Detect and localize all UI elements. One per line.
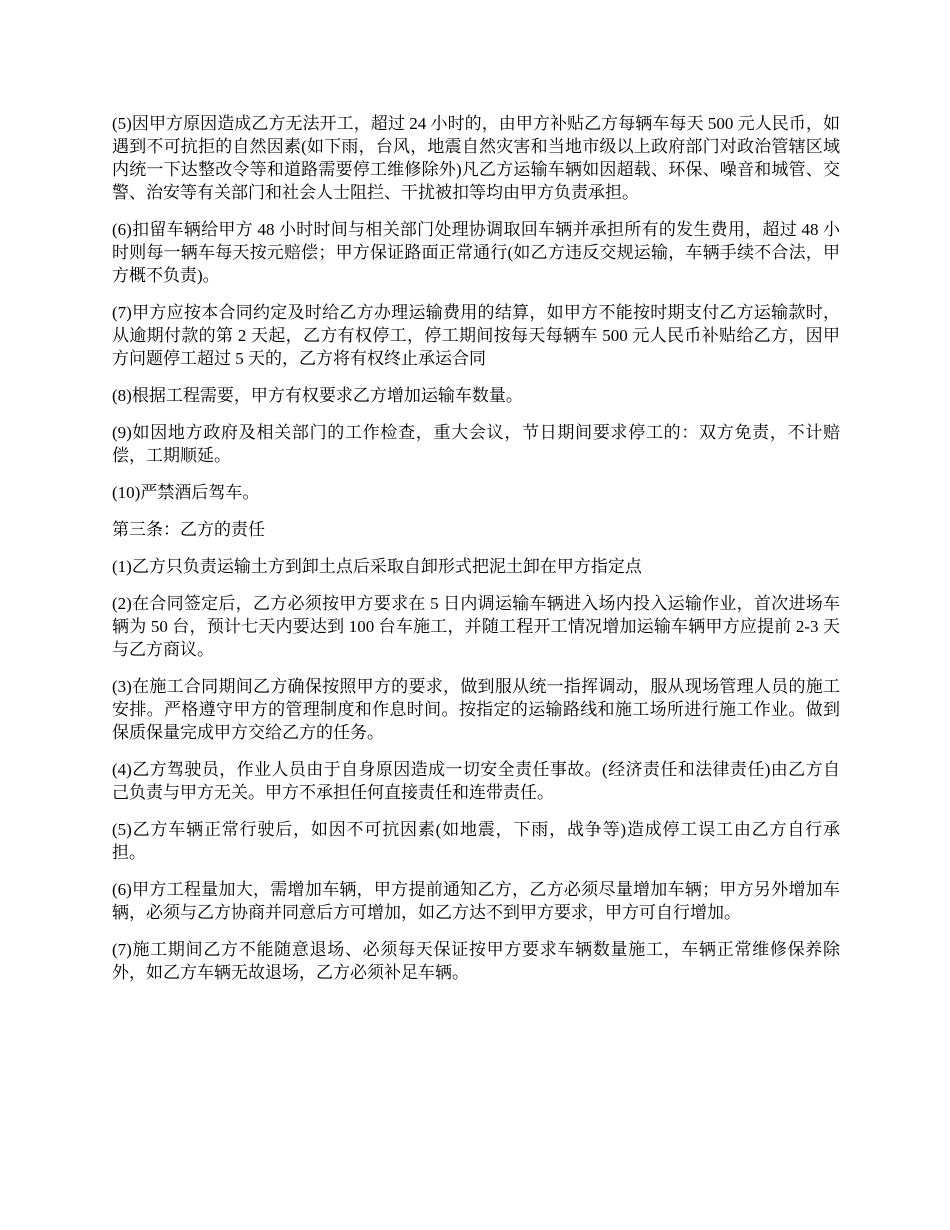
clause-paragraph: (8)根据工程需要，甲方有权要求乙方增加运输车数量。 [112,386,523,405]
clause-paragraph: (7)施工期间乙方不能随意退场、必须每天保证按甲方要求车辆数量施工，车辆正常维修保养除外，如乙方车辆无故退场，乙方必须补足车辆。 [112,940,840,982]
clause-paragraph: (7)甲方应按本合同约定及时给乙方办理运输费用的结算，如甲方不能按时期支付乙方运输款时，从逾期付款的第 2 天起，乙方有权停工，停工期间按每天每辆车 500 元人民币补贴给乙方，因甲方问题停工超过 5 天的，乙方将有权终止承运合同 [112,303,840,368]
clause-paragraph: (1)乙方只负责运输土方到卸土点后采取自卸形式把泥土卸在甲方指定点 [112,557,642,576]
clause-paragraph: (6)甲方工程量加大，需增加车辆，甲方提前通知乙方，乙方必须尽量增加车辆；甲方另外增加车辆，必须与乙方协商并同意后方可增加，如乙方达不到甲方要求，甲方可自行增加。 [112,880,840,922]
clause-paragraph: (5)因甲方原因造成乙方无法开工，超过 24 小时的，由甲方补贴乙方每辆车每天 500 元人民币，如遇到不可抗拒的自然因素(如下雨，台风，地震自然灾害和当地市级以上政府部门对政治管辖区域内统一下达整改令等和道路需要停工维修除外)凡乙方运输车辆如因超载、环保、噪音和城管、交警、治安等有关部门和社会人士阻拦、干扰被扣等均由甲方负责承担。 [112,114,840,202]
clause-paragraph: (10)严禁酒后驾车。 [112,483,260,502]
clause-paragraph: (3)在施工合同期间乙方确保按照甲方的要求，做到服从统一指挥调动，服从现场管理人员的施工安排。严格遵守甲方的管理制度和作息时间。按指定的运输路线和施工场所进行施工作业。做到保质保量完成甲方交给乙方的任务。 [112,677,840,742]
document-page [112,112,840,998]
clause-paragraph: (4)乙方驾驶员，作业人员由于自身原因造成一切安全责任事故。(经济责任和法律责任)由乙方自己负责与甲方无关。甲方不承担任何直接责任和连带责任。 [112,760,840,802]
section-heading: 第三条：乙方的责任 [112,520,265,539]
clause-paragraph: (6)扣留车辆给甲方 48 小时时间与相关部门处理协调取回车辆并承担所有的发生费用，超过 48 小时则每一辆车每天按元赔偿；甲方保证路面正常通行(如乙方违反交规运输，车辆手续不合法，甲方概不负责)。 [112,220,840,285]
clause-paragraph: (9)如因地方政府及相关部门的工作检查，重大会议，节日期间要求停工的：双方免责，不计赔偿，工期顺延。 [112,423,840,465]
clause-paragraph: (2)在合同签定后，乙方必须按甲方要求在 5 日内调运输车辆进入场内投入运输作业，首次进场车辆为 50 台，预计七天内要达到 100 台车施工，并随工程开工情况增加运输车辆甲方应提前 2-3 天与乙方商议。 [112,594,840,659]
clause-paragraph: (5)乙方车辆正常行驶后，如因不可抗因素(如地震，下雨，战争等)造成停工误工由乙方自行承担。 [112,820,840,862]
